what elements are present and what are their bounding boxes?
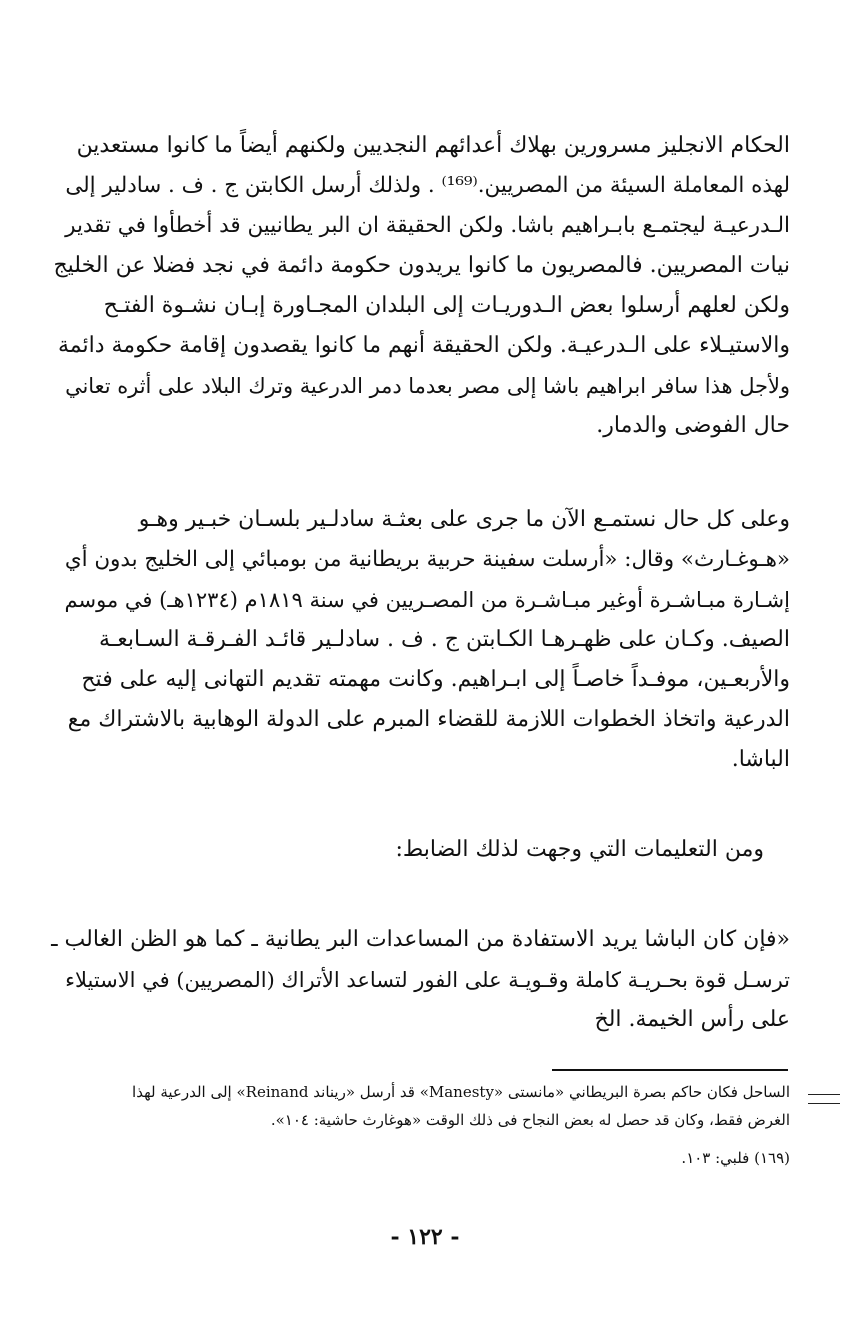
text-line: الباشا. [731,747,790,772]
text-line: ومن التعليمات التي وجهت لذلك الضابط: [395,837,764,862]
body-paragraph-2 [50,500,790,780]
text-line: ولأجل هذا سافر ابراهيم باشا إلى مصر بعدما دمر الدرعية وترك البلاد على أثره تعاني [65,374,790,398]
text-line: إشـارة مبـاشـرة أوغير مبـاشـرة من المصـريين في سنة ١٨١٩م (١٢٣٤هـ) في موسم [64,587,790,612]
text-line: نيات المصريين. فالمصريون ما كانوا يريدون حكومة دائمة في نجد فضلا عن الخليج [53,253,790,278]
margin-equals-mark [808,1094,840,1104]
text-line: الصيف. وكـان على ظهـرهـا الكـابتن ج . ف . سادلـير قائـد الفـرقـة السـابعـة [98,627,790,652]
text-line: لهذه المعاملة السيئة من المصريين.⁽¹⁶⁹⁾ . ولذلك أرسل الكابتن ج . ف . سادلير إلى [65,173,790,198]
page-number: - ١٢٢ - [390,1224,460,1250]
footnotes [70,1078,790,1172]
text-line: الحكام الانجليز مسرورين بهلاك أعدائهم النجديين ولكنهم أيضاً ما كانوا مستعدين [76,133,790,158]
text-line: الدرعية واتخاذ الخطوات اللازمة للقضاء المبرم على الدولة الوهابية بالاشتراك مع [67,707,790,732]
footnote-line: الساحل فكان حاكم بصرة البريطاني «مانستى «Manesty» قد أرسل «ريناند Reinand» إلى الدرعية لهذا [132,1083,790,1101]
body-paragraph-1 [50,126,790,446]
text-line: «فإن كان الباشا يريد الاستفادة من المساعدات البر يطانية ـ كما هو الظن الغالب ـ [51,927,790,952]
text-line: «هـوغـارث» وقال: «أرسلت سفينة حربية بريطانية من بومبائي إلى الخليج بدون أي [64,547,790,572]
footnote-separator [552,1069,788,1071]
text-line: ترسـل قوة بحـريـة كاملة وقـويـة على الفور لتساعد الأتراك (المصريين) في الاستيلاء [65,968,790,992]
text-line: الـدرعيـة ليجتمـع بابـراهيم باشا. ولكن الحقيقة ان البر يطانيين قد أخطأوا في تقدير [65,213,790,238]
footnote-line: الغرض فقط، وكان قد حصل له بعض النجاح فى ذلك الوقت «هوغارث حاشية: ١٠٤». [270,1111,790,1129]
text-line: ولكن لعلهم أرسلوا بعض الـدوريـات إلى البلدان المجـاورة إبـان نشـوة الفتـح [103,293,790,318]
text-line: على رأس الخيمة. الخ [594,1007,790,1032]
text-line: وعلى كل حال نستمـع الآن ما جرى على بعثـة سادلـير بلسـان خبـير وهـو [138,507,790,532]
text-line: حال الفوضى والدمار. [596,413,790,438]
quote-paragraph [50,920,790,1040]
text-line: والأربعـين، موفـداً خاصـاً إلى ابـراهيم. وكانت مهمته تقديم التهانى إليه على فتح [81,667,790,692]
footnote-169: (١٦٩) فلبي: ١٠٣. [681,1149,790,1167]
text-line: والاستيـلاء على الـدرعيـة. ولكن الحقيقة أنهم ما كانوا يقصدون إقامة حكومة دائمة [57,333,790,358]
body-paragraph-3 [64,830,764,870]
